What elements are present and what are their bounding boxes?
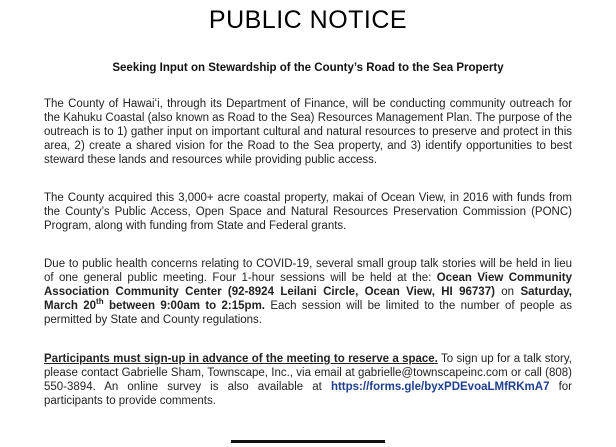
sessions-venue: Ocean View Community Association Community Center (92-8924 Leilani Circle, Ocean View, HI 96737) — [44, 272, 572, 298]
paragraph-signup — [44, 352, 572, 408]
paragraph-sessions — [44, 257, 572, 327]
sessions-date-sup: th — [96, 297, 104, 307]
page-title: PUBLIC NOTICE — [208, 6, 408, 34]
paragraph-acquisition: The County acquired this 3,000+ acre coastal property, makai of Ocean View, in 2016 with funds from the County’s Public Access, Open Space and Natural Resources Preservation Commission (PONC) Program, along with funding from State and Federal grants. — [44, 192, 572, 232]
signup-tail: for participants to provide comments. — [44, 381, 572, 407]
bottom-divider — [231, 440, 385, 443]
survey-link[interactable]: https://forms.gle/byxPDEvoaLMfRKmA7 — [330, 381, 550, 393]
paragraph-outreach: The County of Hawaiʻi, through its Department of Finance, will be conducting community outreach for the Kahuku Coastal (also known as Road to the Sea) Resources Management Plan. The purpose of the outreach is to 1) gather input on important cultural and natural resources to preserve and protect in this area, 2) create a shared vision for the Road to the Sea property, and 3) identify opportunities to best steward these lands and resources while providing public access. — [44, 98, 572, 166]
sessions-rest: Each session will be limited to the number of people as permitted by State and County regulations. — [44, 300, 572, 326]
sessions-time: between 9:00am to 2:15pm. — [103, 300, 265, 312]
signup-notice: Participants must sign-up in advance of the meeting to reserve a space. — [44, 353, 438, 365]
signup-contact: To sign up for a talk story, please contact Gabrielle Sham, Townscape, Inc., via email at gabrielle@townscapeinc.com or call (808) 550-3894. An online survey is also available at — [44, 353, 572, 393]
sessions-date-text: Saturday, March 20 — [44, 286, 572, 312]
notice-subtitle: Seeking Input on Stewardship of the County’s Road to the Sea Property — [112, 62, 504, 74]
sessions-intro: Due to public health concerns relating to COVID-19, several small group talk stories will be held in lieu of one general public meeting. Four 1-hour sessions will be held at the: — [44, 258, 572, 284]
sessions-on: on — [494, 286, 521, 298]
